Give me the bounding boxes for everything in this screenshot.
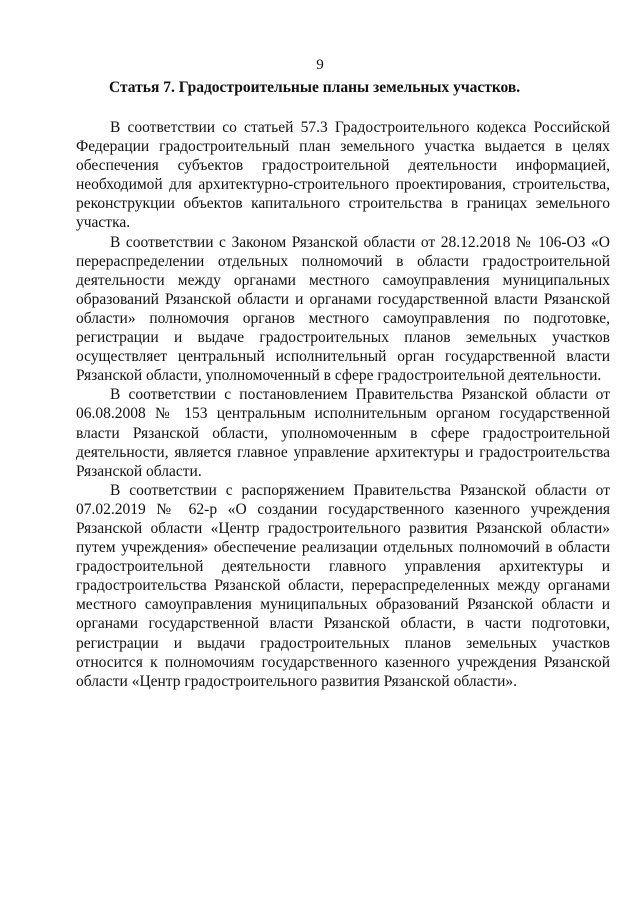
- article-title: Статья 7. Градостроительные планы земельных участков.: [109, 79, 521, 96]
- paragraph-regional-law: В соответствии с Законом Рязанской области от 28.12.2018 № 106-ОЗ «О перераспределении отдельных полномочий в области градостроительной деятельности между органами местного самоуправления муниципальных образований Рязанской области и органами государственной власти Рязанской области» полномочия органов местного самоуправления по подготовке, регистрации и выдаче градостроительных планов земельных участков осуществляет центральный исполнительный орган государственной власти Рязанской области, уполномоченный в сфере градостроительной деятельности.: [76, 233, 610, 385]
- paragraph-government-order: В соответствии с распоряжением Правительства Рязанской области от 07.02.2019 № 62-р «О создании государственного казенного учреждения Рязанской области «Центр градостроительного развития Рязанской области» путем учреждения» обеспечение реализации отдельных полномочий в области градостроительной деятельности главного управления архитектуры и градостроительства Рязанской области, перераспределенных между органами местного самоуправления муниципальных образований Рязанской области и органами государственной власти Рязанской области, в части подготовки, регистрации и выдачи градостроительных планов земельных участков относится к полномочиям государственного казенного учреждения Рязанской области «Центр градостроительного развития Рязанской области».: [76, 481, 610, 690]
- article-body: [76, 118, 610, 691]
- page-number: 9: [316, 57, 324, 73]
- paragraph-gradplan-purpose: В соответствии со статьей 57.3 Градостроительного кодекса Российской Федерации градостроительный план земельного участка выдается в целях обеспечения субъектов градостроительной деятельности информацией, необходимой для архитектурно-строительного проектирования, строительства, реконструкции объектов капитального строительства в границах земельного участка.: [76, 119, 610, 232]
- paragraph-government-resolution: В соответствии с постановлением Правительства Рязанской области от 06.08.2008 № 153 центральным исполнительным органом государственной власти Рязанской области, уполномоченным в сфере градостроительной деятельности, является главное управление архитектуры и градостроительства Рязанской области.: [76, 386, 610, 480]
